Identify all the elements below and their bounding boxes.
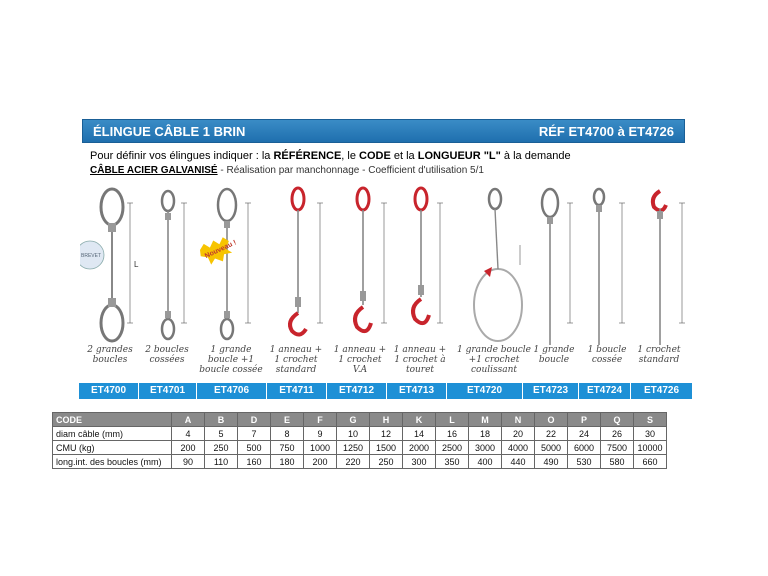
table-cell: 200: [304, 455, 337, 469]
product-code: ET4720: [447, 383, 523, 399]
sling-illustration-et4720: [474, 189, 522, 341]
row-label: diam câble (mm): [53, 427, 172, 441]
table-cell: 580: [601, 455, 634, 469]
table-header-cell: Q: [601, 413, 634, 427]
product-code: ET4712: [327, 383, 387, 399]
product-caption: 1 grande boucle: [533, 345, 575, 365]
table-cell: 440: [502, 455, 535, 469]
table-cell: 660: [634, 455, 667, 469]
table-cell: 220: [337, 455, 370, 469]
table-header-cell: O: [535, 413, 568, 427]
product-code: ET4706: [197, 383, 267, 399]
patent-stamp-text: BREVET: [81, 253, 102, 259]
row-label: long.int. des boucles (mm): [53, 455, 172, 469]
table-cell: 200: [172, 441, 205, 455]
table-cell: 1500: [370, 441, 403, 455]
table-cell: 400: [469, 455, 502, 469]
sling-illustration-et4726: [653, 191, 685, 345]
table-header-cell: B: [205, 413, 238, 427]
table-cell: 7500: [601, 441, 634, 455]
table-cell: 1250: [337, 441, 370, 455]
table-cell: 160: [238, 455, 271, 469]
sling-illustration-et4701: [162, 191, 187, 339]
table-header-cell: S: [634, 413, 667, 427]
sling-illustration-et4724: [594, 189, 625, 345]
length-label: L: [134, 260, 139, 269]
table-cell: 530: [568, 455, 601, 469]
product-caption: 1 anneau + 1 crochet V.A: [333, 345, 387, 375]
intro-keyword-reference: RÉFÉRENCE: [273, 150, 342, 162]
table-cell: 2000: [403, 441, 436, 455]
table-header-cell: E: [271, 413, 304, 427]
table-header-cell: L: [436, 413, 469, 427]
table-cell: 5000: [535, 441, 568, 455]
intro-part: Pour définir vos élingues indiquer : la: [90, 150, 274, 162]
table-cell: 18: [469, 427, 502, 441]
table-header-cell: K: [403, 413, 436, 427]
table-cell: 110: [205, 455, 238, 469]
table-row: [53, 455, 667, 469]
new-badge-text: Nouveau !: [203, 239, 238, 261]
table-header-cell: D: [238, 413, 271, 427]
product-code: ET4711: [267, 383, 327, 399]
table-header-row: [53, 413, 667, 427]
cable-spec-text: - Réalisation par manchonnage - Coefficient d'utilisation 5/1: [217, 165, 484, 176]
table-cell: 250: [205, 441, 238, 455]
table-cell: 24: [568, 427, 601, 441]
table-cell: 6000: [568, 441, 601, 455]
table-cell: 9: [304, 427, 337, 441]
sling-illustration-et4700: [80, 189, 139, 341]
table-header-cell: F: [304, 413, 337, 427]
table-cell: 12: [370, 427, 403, 441]
product-code: ET4726: [631, 383, 693, 399]
table-header-cell: N: [502, 413, 535, 427]
product-caption: 2 grandes boucles: [87, 345, 133, 365]
row-label: CMU (kg): [53, 441, 172, 455]
table-cell: 26: [601, 427, 634, 441]
specifications-table: [52, 412, 667, 469]
table-cell: 490: [535, 455, 568, 469]
reference-range: RÉF ET4700 à ET4726: [538, 124, 674, 139]
product-code: ET4713: [387, 383, 447, 399]
table-header-cell: P: [568, 413, 601, 427]
product-code: ET4724: [579, 383, 631, 399]
sling-illustration-et4723: [542, 189, 573, 345]
intro-part: à la demande: [500, 150, 571, 162]
table-cell: 14: [403, 427, 436, 441]
table-cell: 7: [238, 427, 271, 441]
table-cell: 500: [238, 441, 271, 455]
table-cell: 10000: [634, 441, 667, 455]
product-code: ET4723: [523, 383, 579, 399]
table-cell: 4000: [502, 441, 535, 455]
product-caption: 2 boucles cossées: [145, 345, 189, 365]
table-cell: 180: [271, 455, 304, 469]
table-cell: 4: [172, 427, 205, 441]
sling-illustration-et4712: [355, 188, 387, 331]
intro-keyword-length: LONGUEUR "L": [417, 150, 501, 162]
table-cell: 10: [337, 427, 370, 441]
product-caption: 1 anneau + 1 crochet standard: [269, 345, 323, 375]
cable-type-label: CÂBLE ACIER GALVANISÉ: [90, 165, 218, 176]
sling-illustration-et4713: [413, 188, 443, 323]
table-cell: 3000: [469, 441, 502, 455]
table-cell: 22: [535, 427, 568, 441]
product-code-bar: [79, 383, 693, 399]
cable-spec-line: [90, 165, 484, 176]
product-caption: 1 grande boucle +1 crochet coulissant: [457, 345, 531, 375]
table-header-cell: H: [370, 413, 403, 427]
product-code: ET4700: [79, 383, 139, 399]
intro-part: , le: [341, 150, 360, 162]
table-row: [53, 427, 667, 441]
table-cell: 20: [502, 427, 535, 441]
table-cell: 8: [271, 427, 304, 441]
table-cell: 1000: [304, 441, 337, 455]
product-caption: 1 crochet standard: [637, 345, 681, 365]
table-cell: 250: [370, 455, 403, 469]
intro-keyword-code: CODE: [359, 150, 391, 162]
new-badge-icon: [196, 231, 240, 269]
product-caption: 1 grande boucle +1 boucle cossée: [199, 345, 263, 375]
table-header-cell: M: [469, 413, 502, 427]
table-row: [53, 441, 667, 455]
catalog-header-bar: [82, 119, 685, 143]
product-code: ET4701: [139, 383, 197, 399]
table-header-cell: G: [337, 413, 370, 427]
table-cell: 5: [205, 427, 238, 441]
intro-part: et la: [390, 150, 418, 162]
table-cell: 30: [634, 427, 667, 441]
product-caption: 1 anneau + 1 crochet à touret: [393, 345, 447, 375]
table-cell: 90: [172, 455, 205, 469]
table-cell: 2500: [436, 441, 469, 455]
sling-illustration-et4706: [196, 189, 251, 339]
table-cell: 16: [436, 427, 469, 441]
intro-text: [90, 150, 571, 162]
table-header-cell: A: [172, 413, 205, 427]
product-caption: 1 boucle cossée: [587, 345, 627, 365]
table-cell: 350: [436, 455, 469, 469]
table-cell: 300: [403, 455, 436, 469]
table-cell: 750: [271, 441, 304, 455]
table-header-cell: CODE: [53, 413, 172, 427]
section-title: ÉLINGUE CÂBLE 1 BRIN: [93, 124, 246, 139]
sling-illustration-et4711: [290, 188, 323, 335]
